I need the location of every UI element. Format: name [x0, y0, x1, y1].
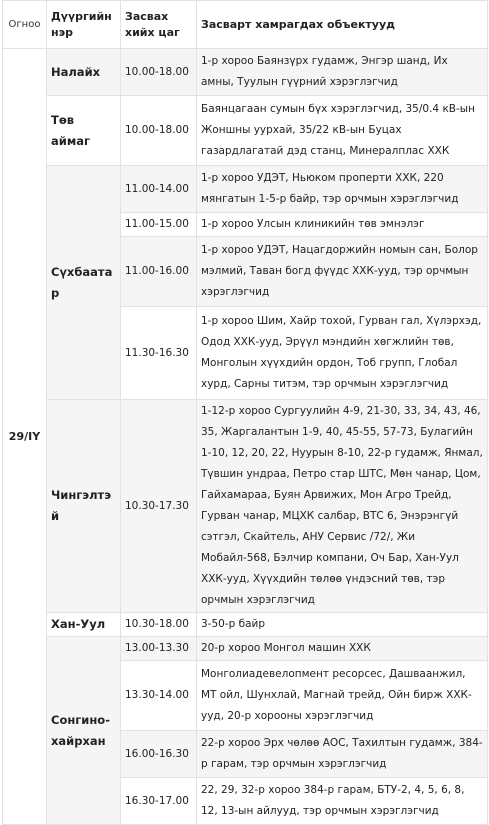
objects-cell: 22-р хороо Эрх чөлөө АОС, Тахилтын гудамж, 384-р гарам, тэр орчмын хэрэглэгчид	[197, 731, 488, 778]
time-cell: 10.30-17.30	[121, 400, 197, 613]
time-cell: 10.00-18.00	[121, 49, 197, 96]
time-cell: 10.00-18.00	[121, 96, 197, 166]
header-date: Огноо	[3, 1, 47, 49]
district-cell: Сүхбаатар	[47, 166, 121, 400]
district-cell: Хан-Уул	[47, 613, 121, 637]
time-cell: 13.30-14.00	[121, 661, 197, 731]
district-cell: Сонгино-хайрхан	[47, 637, 121, 825]
time-cell: 11.00-15.00	[121, 213, 197, 237]
objects-cell: 3-50-р байр	[197, 613, 488, 637]
district-cell: Чингэлтэй	[47, 400, 121, 613]
time-cell: 11.00-16.00	[121, 237, 197, 307]
time-cell: 16.30-17.00	[121, 778, 197, 825]
objects-cell: Баянцагаан сумын бүх хэрэглэгчид, 35/0.4 кВ-ын Жоншны уурхай, 35/22 кВ-ын Буцах газардлагатай дэд станц, Минералплас ХХК	[197, 96, 488, 166]
header-district: Дүүргийн нэр	[47, 1, 121, 49]
header-row	[3, 1, 488, 49]
table-row	[3, 166, 488, 213]
time-cell: 11.00-14.00	[121, 166, 197, 213]
table-row	[3, 400, 488, 613]
table-row	[3, 613, 488, 637]
objects-cell: 1-р хороо Баянзүрх гудамж, Энгэр шанд, Их амны, Туулын гүүрний хэрэглэгчид	[197, 49, 488, 96]
date-cell: 29/IY	[3, 49, 47, 825]
objects-cell: 20-р хороо Монгол машин ХХК	[197, 637, 488, 661]
district-cell: Төв аймаг	[47, 96, 121, 166]
time-cell: 10.30-18.00	[121, 613, 197, 637]
header-objects: Засварт хамрагдах объектууд	[197, 1, 488, 49]
table-row	[3, 96, 488, 166]
objects-cell: 1-р хороо УДЭТ, Нацагдоржийн номын сан, Болор мэлмий, Таван богд фүүдс ХХК-ууд, тэр орчмын хэрэглэгчид	[197, 237, 488, 307]
objects-cell: 22, 29, 32-р хороо 384-р гарам, БТУ-2, 4, 5, 6, 8, 12, 13-ын айлууд, тэр орчмын хэрэглэгчид	[197, 778, 488, 825]
time-cell: 11.30-16.30	[121, 307, 197, 400]
objects-cell: 1-р хороо Улсын клиникийн төв эмнэлэг	[197, 213, 488, 237]
time-cell: 13.00-13.30	[121, 637, 197, 661]
time-cell: 16.00-16.30	[121, 731, 197, 778]
table-row	[3, 49, 488, 96]
objects-cell: 1-12-р хороо Сургуулийн 4-9, 21-30, 33, 34, 43, 46, 35, Жаргалантын 1-9, 40, 45-55, 57-73, Булагийн 1-10, 12, 20, 22, Нуурын 8-10, 22-р гудамж, Янмал, Түвшин ундраа, Петро стар ШТС, Мөн чанар, Цом, Гайхамараа, Буян Арвижих, Мон Агро Трейд, Гурван чанар, МЦХК салбар, ВТС 6, Энэрэнгүй сэтгэл, Скайтель, АНУ Сервис /72/, Жи Мобайл-568, Бэлчир компани, Оч Бар, Хан-Уул ХХК-ууд, Хүүхдийн төлөө үндэсний төв, тэр орчмын хэрэглэгчид	[197, 400, 488, 613]
outage-schedule-table	[2, 0, 488, 825]
objects-cell: 1-р хороо УДЭТ, Ньюком проперти ХХК, 220 мянгатын 1-5-р байр, тэр орчмын хэрэглэгчид	[197, 166, 488, 213]
objects-cell: Монголиадевелопмент ресорсес, Дашваанжил, МТ ойл, Шунхлай, Магнай трейд, Ойн бирж ХХК-ууд, 20-р хорооны хэрэглэгчид	[197, 661, 488, 731]
header-time: Засвах хийх цаг	[121, 1, 197, 49]
table-row	[3, 637, 488, 661]
objects-cell: 1-р хороо Шим, Хайр тохой, Гурван гал, Хүлэрхэд, Одод ХХК-ууд, Эрүүл мэндийн хөгжлийн төв, Монголын хүүхдийн ордон, Тоб групп, Глобал хурд, Сарны титэм, тэр орчмын хэрэглэгчид	[197, 307, 488, 400]
district-cell: Налайх	[47, 49, 121, 96]
